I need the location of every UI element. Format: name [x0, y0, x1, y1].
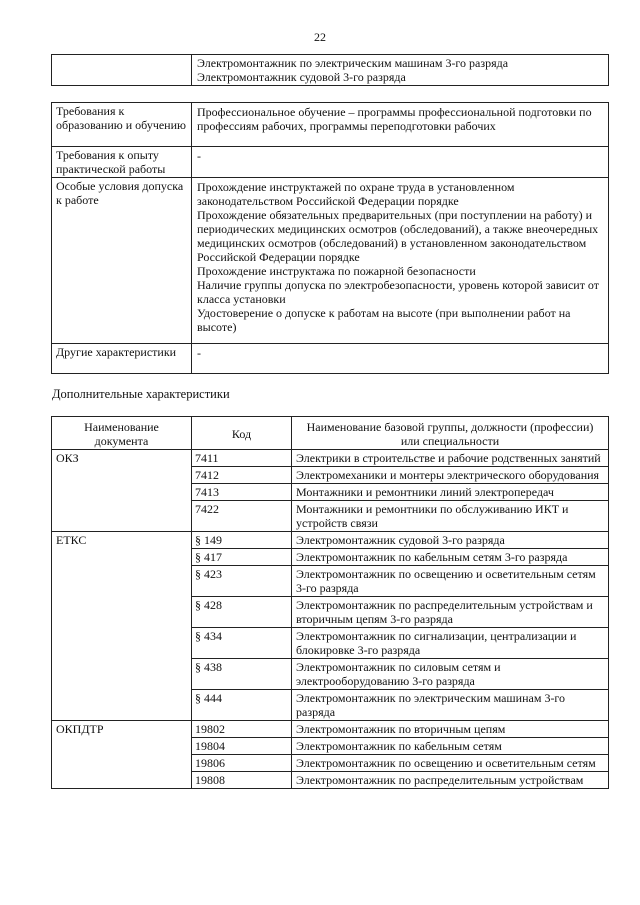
- header-code: Код: [192, 417, 292, 450]
- code-cell: 7422: [192, 501, 292, 532]
- requirement-content: [192, 178, 609, 344]
- document-cell: ОКПДТР: [52, 721, 192, 789]
- continuation-line: Электромонтажник судовой 3-го разряда: [197, 70, 406, 84]
- requirement-paragraph: Профессиональное обучение – программы профессиональной подготовки по профессиям рабочих, программы переподготовки рабочих: [197, 105, 592, 133]
- continuation-line: Электромонтажник по электрическим машинам 3-го разряда: [197, 56, 509, 70]
- table-row: [52, 147, 609, 178]
- code-cell: § 428: [192, 597, 292, 628]
- name-cell: Электромонтажник судовой 3-го разряда: [292, 532, 609, 549]
- table-header-row: [52, 417, 609, 450]
- name-cell: Электромонтажник по освещению и осветительным сетям: [292, 755, 609, 772]
- header-name: Наименование базовой группы, должности (профессии) или специальности: [292, 417, 609, 450]
- table-row: [52, 721, 609, 738]
- continuation-label-cell: [52, 55, 192, 86]
- name-cell: Электрики в строительстве и рабочие родственных занятий: [292, 450, 609, 467]
- name-cell: Монтажники и ремонтники линий электропередач: [292, 484, 609, 501]
- table-row: [52, 103, 609, 147]
- requirement-paragraph: Наличие группы допуска по электробезопасности, уровень которой зависит от класса установки: [197, 278, 600, 306]
- code-cell: § 434: [192, 628, 292, 659]
- name-cell: Электромонтажник по кабельным сетям 3-го разряда: [292, 549, 609, 566]
- requirements-table: [51, 102, 609, 374]
- continuation-content-cell: [192, 55, 609, 86]
- name-cell: Монтажники и ремонтники по обслуживанию ИКТ и устройств связи: [292, 501, 609, 532]
- code-cell: 7411: [192, 450, 292, 467]
- page-number: 22: [314, 30, 326, 44]
- code-cell: § 417: [192, 549, 292, 566]
- requirement-label: Другие характеристики: [52, 344, 192, 374]
- requirement-content: [192, 344, 609, 374]
- additional-characteristics-heading: Дополнительные характеристики: [52, 387, 230, 401]
- code-cell: § 423: [192, 566, 292, 597]
- table-row: [52, 55, 609, 86]
- code-cell: § 149: [192, 532, 292, 549]
- table-row: [52, 450, 609, 467]
- requirement-paragraph: Удостоверение о допуске к работам на высоте (при выполнении работ на высоте): [197, 306, 571, 334]
- code-cell: 19806: [192, 755, 292, 772]
- code-cell: 7413: [192, 484, 292, 501]
- requirement-label: Требования к образованию и обучению: [52, 103, 192, 147]
- table-row: [52, 344, 609, 374]
- requirement-content: [192, 147, 609, 178]
- name-cell: Электромонтажник по распределительным устройствам: [292, 772, 609, 789]
- requirement-paragraph: Прохождение инструктажей по охране труда в установленном законодательством Российской Федерации порядке: [197, 180, 515, 208]
- document-cell: ОКЗ: [52, 450, 192, 532]
- name-cell: Электромеханики и монтеры электрического оборудования: [292, 467, 609, 484]
- name-cell: Электромонтажник по электрическим машинам 3-го разряда: [292, 690, 609, 721]
- table-row: [52, 532, 609, 549]
- additional-characteristics-table: [51, 416, 609, 789]
- code-cell: 19808: [192, 772, 292, 789]
- requirement-content: [192, 103, 609, 147]
- header-document: Наименование документа: [52, 417, 192, 450]
- name-cell: Электромонтажник по вторичным цепям: [292, 721, 609, 738]
- document-cell: ЕТКС: [52, 532, 192, 721]
- code-cell: § 438: [192, 659, 292, 690]
- continuation-table: [51, 54, 609, 86]
- requirement-label: Особые условия допуска к работе: [52, 178, 192, 344]
- table-row: [52, 178, 609, 344]
- requirement-paragraph: -: [197, 346, 201, 360]
- requirement-paragraph: -: [197, 149, 201, 163]
- code-cell: 7412: [192, 467, 292, 484]
- requirement-paragraph: Прохождение обязательных предварительных (при поступлении на работу) и периодических медицинских осмотров (обследований), а также внеочередных медицинских осмотров (обследований) в установленном законодательством Российской Федерации порядке: [197, 208, 599, 264]
- name-cell: Электромонтажник по силовым сетям и электрооборудованию 3-го разряда: [292, 659, 609, 690]
- name-cell: Электромонтажник по сигнализации, централизации и блокировке 3-го разряда: [292, 628, 609, 659]
- name-cell: Электромонтажник по кабельным сетям: [292, 738, 609, 755]
- code-cell: § 444: [192, 690, 292, 721]
- requirement-label: Требования к опыту практической работы: [52, 147, 192, 178]
- name-cell: Электромонтажник по освещению и осветительным сетям 3-го разряда: [292, 566, 609, 597]
- code-cell: 19802: [192, 721, 292, 738]
- name-cell: Электромонтажник по распределительным устройствам и вторичным цепям 3-го разряда: [292, 597, 609, 628]
- requirement-paragraph: Прохождение инструктажа по пожарной безопасности: [197, 264, 476, 278]
- code-cell: 19804: [192, 738, 292, 755]
